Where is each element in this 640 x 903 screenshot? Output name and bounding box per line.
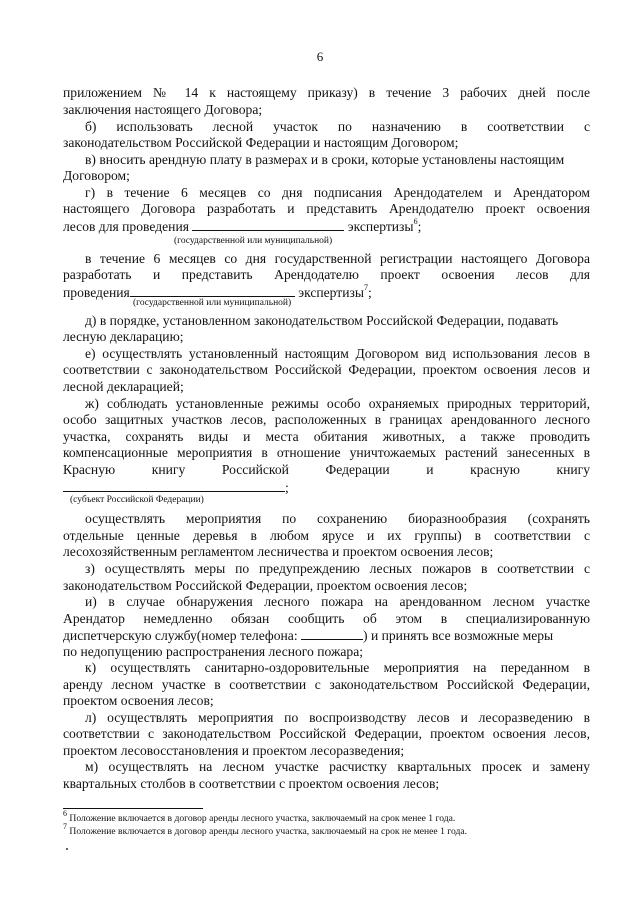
fill-in-blank	[301, 627, 363, 640]
scan-speck	[66, 848, 68, 850]
text-line: к) осуществлять санитарно-оздоровительные мероприятия на переданном в	[85, 660, 590, 675]
footnote-ref: 7	[364, 283, 369, 293]
text-line: осуществлять мероприятия по сохранению биоразнообразия (сохранять	[85, 511, 590, 526]
text-line: д) в порядке, установленном законодательством Российской Федерации, подавать	[85, 313, 559, 328]
text-line: приложением № 14 к настоящему приказу) в течение 3 рабочих дней после	[63, 85, 590, 100]
blank-caption: (государственной или муниципальной)	[174, 236, 333, 246]
text-fragment: ) и принять все возможные меры	[363, 628, 554, 643]
text-line: проектом освоения лесов;	[63, 693, 214, 708]
footnote	[63, 808, 456, 824]
text-line: участка, сохранять виды и места обитания животных, а также проводить	[63, 429, 590, 444]
text-line: Красную книгу Российской Федерации и красную книгу	[63, 462, 590, 477]
text-line: настоящего Договора разработать и представить Арендодателю проект освоения	[63, 201, 590, 216]
text-line: лесную декларацию;	[63, 329, 184, 344]
footnote-text: Положение включается в договор аренды лесного участка, заключаемый на срок менее 1 года.	[69, 813, 456, 824]
text-line: г) в течение 6 месяцев со дня подписания Арендодателем и Арендатором	[85, 185, 590, 200]
text-line: в) вносить арендную плату в размерах и в сроки, которые установлены настоящим	[85, 152, 565, 167]
text-line: соответствии с законодательством Российской Федерации, проектом освоения лесов,	[63, 726, 590, 741]
footnote-mark: 6	[63, 808, 67, 818]
text-fragment: экспертизы	[347, 219, 414, 234]
text-line-with-blank	[63, 479, 590, 495]
text-line: отдельные ценные деревья в любом ярусе и их группы) в соответствии с	[63, 528, 590, 543]
text-line: компенсационные мероприятия в отношение уничтожаемых растений занесенных в	[63, 445, 590, 460]
text-line-with-blank: лесов для проведения экспертизы$^6$;	[63, 217, 422, 234]
text-line: лесохозяйственным регламентом лесничества и проектом освоения лесов;	[63, 544, 494, 559]
text-line: лесной декларацией;	[63, 379, 184, 394]
page-number: 6	[316, 49, 324, 64]
text-line: Арендатор немедленно обязан сообщить об этом в специализированную	[63, 611, 590, 626]
text-fragment: проведения	[63, 285, 130, 300]
text-line: в течение 6 месяцев со дня государственной регистрации настоящего Договора	[85, 251, 590, 266]
fill-in-blank	[130, 284, 295, 297]
text-line: Договором;	[63, 168, 130, 183]
footnote	[63, 821, 468, 837]
text-line: разработать и представить Арендодателю проект освоения лесов для	[63, 267, 590, 282]
fill-in-blank	[192, 218, 344, 231]
text-fragment: ;	[285, 480, 289, 495]
text-line: по недопущению распространения лесного пожара;	[63, 644, 363, 659]
text-line: квартальных столбов в соответствии с проектом освоения лесов;	[63, 776, 440, 791]
text-line: проектом лесовосстановления и проектом лесоразведения;	[63, 743, 405, 758]
footnote-ref: 6	[413, 217, 418, 227]
text-line: законодательством Российской Федерации, проектом освоения лесов;	[63, 578, 468, 593]
fill-in-blank	[63, 479, 285, 492]
footnote-separator	[63, 808, 203, 809]
text-line-with-blank	[63, 627, 590, 643]
text-fragment: экспертизы	[298, 285, 365, 300]
blank-caption: (субъект Российской Федерации)	[70, 495, 204, 505]
text-fragment: лесов для проведения	[63, 219, 189, 234]
footnote-mark: 7	[63, 821, 67, 831]
blank-caption: (государственной или муниципальной)	[133, 298, 292, 308]
text-line: ж) соблюдать установленные режимы особо охраняемых природных территорий,	[85, 396, 590, 411]
footnote-text: Положение включается в договор аренды лесного участка, заключаемый на срок не менее 1 года.	[69, 826, 468, 837]
text-line: л) осуществлять мероприятия по воспроизводству лесов и лесоразведению в	[85, 710, 590, 725]
text-line: законодательством Российской Федерации и настоящим Договором;	[63, 135, 459, 150]
text-line: особо защитных участков лесов, расположенных в границах арендованного лесного	[63, 412, 590, 427]
text-line: м) осуществлять на лесном участке расчистку квартальных просек и замену	[85, 759, 590, 774]
text-line: б) использовать лесной участок по назначению в соответствии с	[85, 119, 590, 134]
text-line-with-blank: проведения экспертизы$^7$;	[63, 283, 372, 300]
text-line: е) осуществлять установленный настоящим Договором вид использования лесов в	[85, 346, 590, 361]
text-line: з) осуществлять меры по предупреждению лесных пожаров в соответствии с	[85, 561, 590, 576]
text-line: и) в случае обнаружения лесного пожара на арендованном лесном участке	[85, 594, 590, 609]
text-line: аренду лесном участке в соответствии с законодательством Российской Федерации,	[63, 677, 590, 692]
text-line: соответствии с законодательством Российской Федерации, проектом освоения лесов и	[63, 362, 590, 377]
text-line: заключения настоящего Договора;	[63, 102, 263, 117]
text-fragment: диспетчерскую службу(номер телефона:	[63, 628, 298, 643]
